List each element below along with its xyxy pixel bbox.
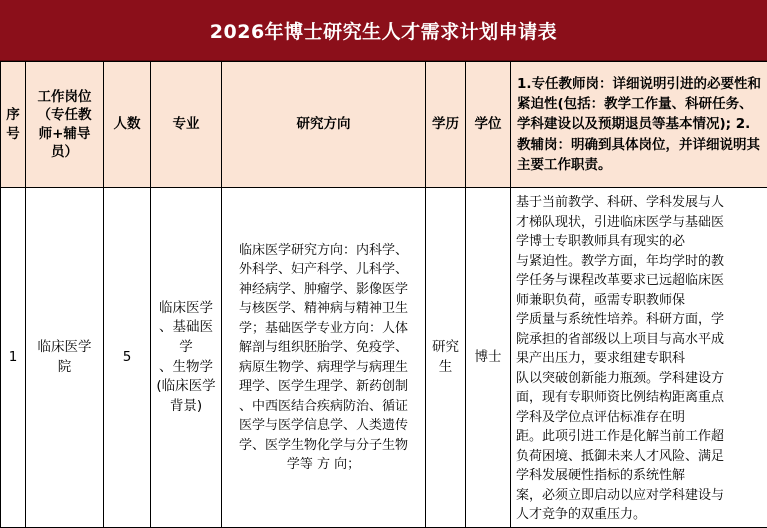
header-direction: 研究方向 [222, 62, 426, 188]
cell-seq: 1 [1, 188, 26, 528]
cell-count: 5 [104, 188, 151, 528]
table-row [1, 188, 767, 528]
form-title: 2026年博士研究生人才需求计划申请表 [0, 0, 767, 61]
header-row [1, 62, 767, 188]
header-seq: 序 号 [1, 62, 26, 188]
header-major: 专业 [151, 62, 222, 188]
header-position: 工作岗位 （专任教 师+辅导 员） [26, 62, 104, 188]
cell-requirement: 基于当前教学、科研、学科发展与人 才梯队现状，引进临床医学与基础医 学博士专职教师具有现实的必 与紧迫性。教学方面，年均学时的教 学任务与课程改革要求已远超临床医 师兼职负荷，亟需专职教师保 学质量与系统性培养。科研方面，学 院承担的省部级以上项目与高水平成 果产出压力，要求组建专职科 队以突破创新能力瓶颈。学科建设方 面，现有专职师资比例结构距离重点 学科及学位点评估标准存在明 距。此项引进工作是化解当前工作超 负荷困境、抵御未来人才风险、满足 学科发展硬性指标的系统性解 案，必须立即启动以应对学科建设与 人才竞争的双重压力。 [511, 188, 767, 528]
header-count: 人数 [104, 62, 151, 188]
cell-education: 研究 生 [426, 188, 466, 528]
header-requirement: 1.专任教师岗：详细说明引进的必要性和紧迫性(包括：教学工作量、科研任务、学科建设以及预期退员等基本情况); 2.教辅岗：明确到具体岗位，并详细说明其主要工作职责。 [511, 62, 767, 188]
header-degree: 学位 [466, 62, 511, 188]
cell-major: 临床医学 、基础医 学 、生物学 (临床医学 背景) [151, 188, 222, 528]
application-table [0, 61, 767, 528]
header-education: 学历 [426, 62, 466, 188]
cell-degree: 博士 [466, 188, 511, 528]
cell-position: 临床医学 院 [26, 188, 104, 528]
cell-direction: 临床医学研究方向：内科学、 外科学、妇产科学、儿科学、 神经病学、肿瘤学、影像医学 与核医学、精神病与精神卫生 学；基础医学专业方向：人体 解剖与组织胚胎学、免疫学、 病原生物学、病理学与病理生 理学、医学生理学、新药创制 、中西医结合疾病防治、循证 医学与医学信息学、人类遗传 学、医学生物化学与分子生物 学等 方 向； [222, 188, 426, 528]
